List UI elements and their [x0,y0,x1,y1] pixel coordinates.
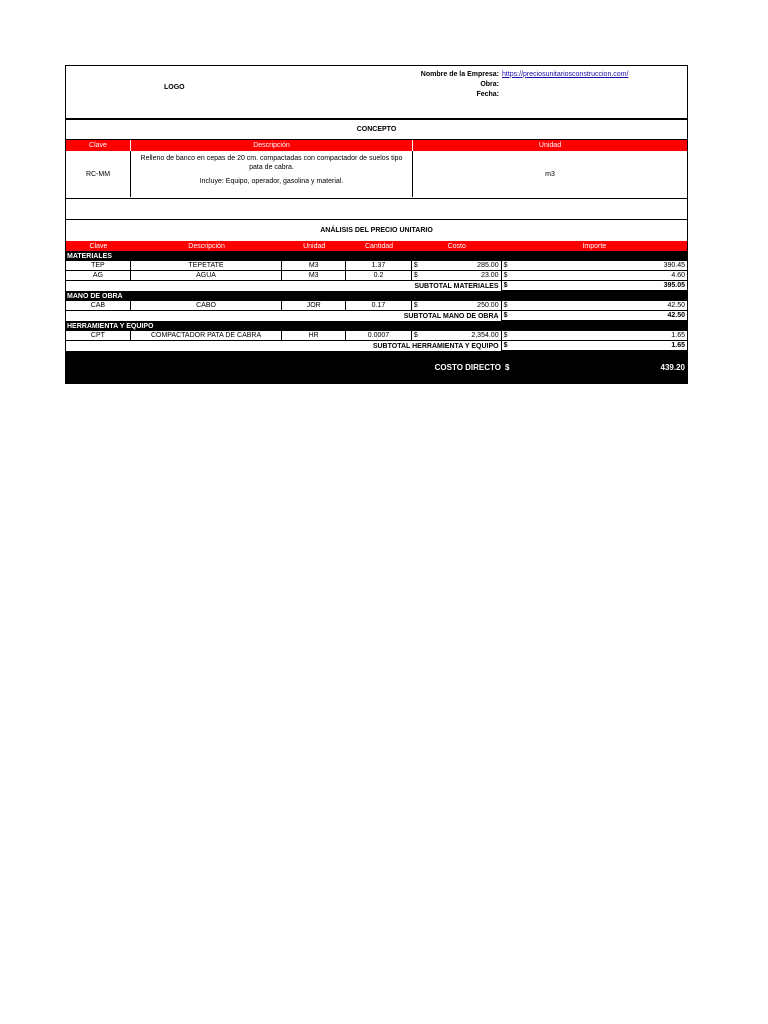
subtotal-row [66,281,687,291]
company-info [366,69,686,99]
costo-value: 2,354.00 [471,332,499,339]
costo-directo-label: COSTO DIRECTO [434,363,501,372]
costo-directo-value-cell [503,351,687,384]
currency-symbol: $ [503,262,508,269]
row-unidad: M3 [282,271,346,281]
importe-value: 390.45 [663,262,685,269]
subtotal-label: SUBTOTAL MATERIALES [66,281,502,291]
currency-symbol: $ [503,342,508,349]
company-url-link[interactable]: https://preciosunitariosconstruccion.com/ [502,70,629,78]
subtotal-value-cell [502,311,687,321]
concepto-col-clave: Clave [66,140,131,151]
subtotal-value-cell [502,281,687,291]
currency-symbol: $ [413,302,418,309]
currency-symbol: $ [503,282,508,289]
row-costo [412,261,502,271]
concepto-col-unidad: Unidad [538,142,562,149]
subtotal-value: 1.65 [671,342,685,349]
currency-symbol: $ [503,312,508,319]
section-herramienta: HERRAMIENTA Y EQUIPO [66,321,687,331]
row-clave: TEP [66,261,131,271]
analysis-header-row [66,241,687,251]
subtotal-row [66,341,687,351]
concepto-descripcion [131,151,413,197]
subtotal-row [66,311,687,321]
row-cantidad: 0.2 [346,271,412,281]
costo-value: 285.00 [477,262,499,269]
row-costo [412,301,502,311]
col-importe: Importe [582,242,607,250]
currency-symbol: $ [413,272,418,279]
row-unidad: HR [282,331,346,341]
row-cantidad: 0.0007 [346,331,412,341]
importe-value: 42.50 [667,302,685,309]
col-clave: Clave [89,242,108,250]
currency-symbol: $ [503,332,508,339]
concepto-clave: RC-MM [66,151,131,197]
section-materiales: MATERIALES [66,251,687,261]
logo-placeholder: LOGO [164,84,185,91]
currency-symbol: $ [503,302,508,309]
row-descripcion: TEPETATE [131,261,283,271]
row-cantidad: 1.37 [346,261,412,271]
table-row [66,261,687,271]
company-label: Nombre de la Empresa: [420,70,499,78]
importe-value: 1.65 [671,332,685,339]
descripcion-line-2: pata de cabra. [249,163,294,171]
analysis-title: ANÁLISIS DEL PRECIO UNITARIO [320,227,433,234]
row-clave: CAB [66,301,131,311]
row-importe [502,271,687,281]
col-cantidad: Cantidad [364,242,394,250]
currency-symbol: $ [505,363,510,372]
subtotal-value: 395.05 [663,282,685,289]
concepto-col-descripcion: Descripción [131,140,413,151]
row-unidad: M3 [282,261,346,271]
header-box [65,65,688,119]
descripcion-line-3: Incluye: Equipo, operador, gasolina y material. [199,178,344,185]
col-costo: Costo [447,242,466,250]
subtotal-label: SUBTOTAL MANO DE OBRA [66,311,502,321]
descripcion-line-1: Relleno de banco en cepas de 20 cm. compactadas con compactador de suelos tipo [140,155,403,162]
analysis-box [65,220,688,384]
costo-directo-row [66,351,687,384]
section-mano-obra: MANO DE OBRA [66,291,687,301]
row-clave: AG [66,271,131,281]
spacer-box [65,199,688,220]
concepto-box [65,119,688,199]
fecha-label: Fecha: [476,90,499,98]
concepto-title: CONCEPTO [66,119,687,140]
row-costo [412,331,502,341]
row-descripcion: AGUA [131,271,283,281]
currency-symbol: $ [413,262,418,269]
currency-symbol: $ [413,332,418,339]
row-unidad: JOR [282,301,346,311]
col-descripcion: Descripción [188,242,225,250]
col-unidad: Unidad [303,242,326,250]
subtotal-label: SUBTOTAL HERRAMIENTA Y EQUIPO [66,341,502,351]
concepto-unidad: m3 [545,170,555,178]
row-importe [502,301,687,311]
table-row [66,301,687,311]
subtotal-value: 42.50 [667,312,685,319]
price-analysis-sheet [65,65,688,384]
row-importe [502,261,687,271]
table-row [66,331,687,341]
obra-label: Obra: [480,80,499,88]
costo-value: 23.00 [481,272,499,279]
row-clave: CPT [66,331,131,341]
row-cantidad: 0.17 [346,301,412,311]
row-descripcion: CABO [131,301,283,311]
table-row [66,271,687,281]
subtotal-value-cell [502,341,687,351]
costo-value: 250.00 [477,302,499,309]
row-importe [502,331,687,341]
row-costo [412,271,502,281]
concepto-data-row [66,151,687,197]
currency-symbol: $ [503,272,508,279]
costo-directo-value: 439.20 [660,363,685,372]
concepto-header-row [66,140,687,151]
row-descripcion: COMPACTADOR PATA DE CABRA [131,331,283,341]
importe-value: 4.60 [671,272,685,279]
